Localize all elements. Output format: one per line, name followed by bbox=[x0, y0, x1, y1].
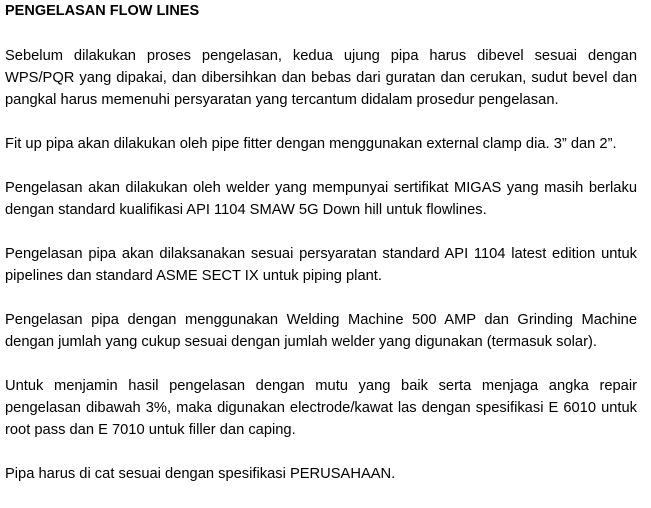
paragraph-welder-certification: Pengelasan akan dilakukan oleh welder yang mempunyai sertifikat MIGAS yang masih berlaku dengan standard kualifikasi API 1104 SMAW 5G Down hill untuk flowlines. bbox=[5, 180, 637, 218]
paragraph-welding-machine: Pengelasan pipa dengan menggunakan Welding Machine 500 AMP dan Grinding Machine dengan jumlah yang cukup sesuai dengan jumlah welder yang digunakan (termasuk solar). bbox=[5, 312, 637, 350]
paragraph-electrode-specification: Untuk menjamin hasil pengelasan dengan mutu yang baik serta menjaga angka repair pengelasan dibawah 3%, maka digunakan electrode/kawat las dengan spesifikasi E 6010 untuk root pass dan E 7010 untuk filler dan caping. bbox=[5, 378, 637, 438]
paragraph-pipe-painting: Pipa harus di cat sesuai dengan spesifikasi PERUSAHAAN. bbox=[5, 466, 396, 482]
document-heading: PENGELASAN FLOW LINES bbox=[5, 3, 200, 19]
paragraph-bevel-preparation: Sebelum dilakukan proses pengelasan, kedua ujung pipa harus dibevel sesuai dengan WPS/PQR yang dipakai, dan dibersihkan dan bebas dari guratan dan cerukan, sudut bevel dan pangkal harus memenuhi persyaratan yang tercantum didalam prosedur pengelasan. bbox=[5, 48, 637, 108]
paragraph-fit-up: Fit up pipa akan dilakukan oleh pipe fitter dengan menggunakan external clamp dia. 3” dan 2”. bbox=[5, 136, 617, 152]
document-page bbox=[5, 0, 637, 507]
paragraph-welding-standard: Pengelasan pipa akan dilaksanakan sesuai persyaratan standard API 1104 latest edition untuk pipelines dan standard ASME SECT IX untuk piping plant. bbox=[5, 246, 637, 284]
